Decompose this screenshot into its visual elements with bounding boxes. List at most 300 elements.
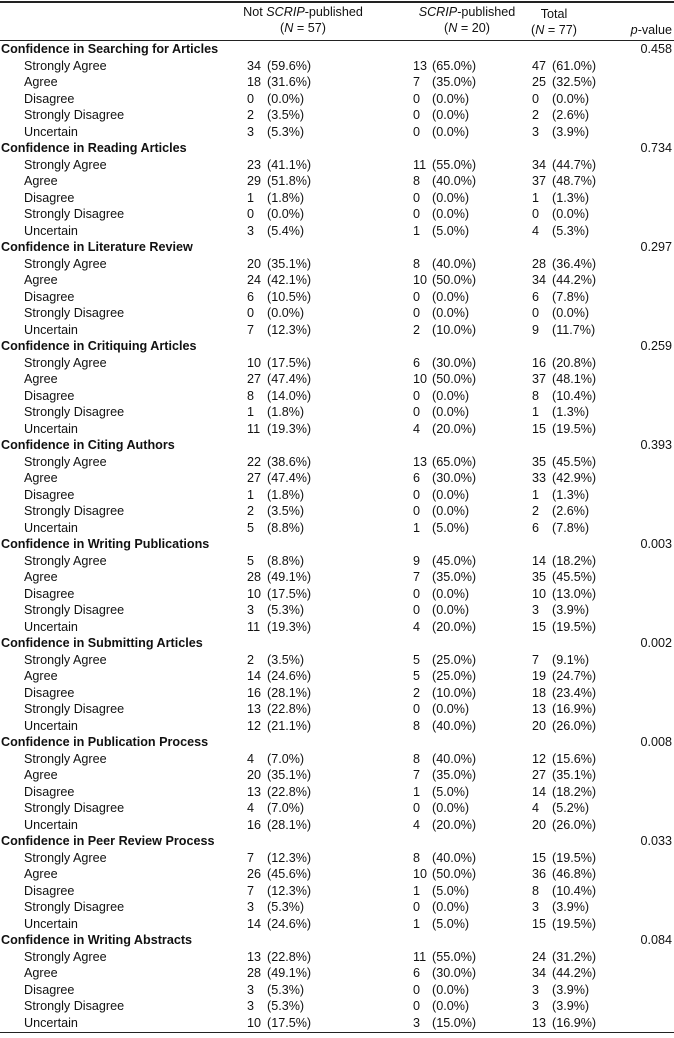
count-scrip: 8 — [413, 256, 421, 271]
count-total: 15 — [532, 421, 547, 436]
count-not-scrip: 34 — [247, 58, 262, 73]
pct-total: (44.2%) — [552, 273, 597, 287]
count-not-scrip: 4 — [247, 751, 255, 766]
row-label: Strongly Agree — [24, 157, 107, 172]
row-label: Strongly Agree — [24, 256, 107, 271]
pct-not-scrip: (28.1%) — [267, 817, 312, 832]
pct-total: (3.9%) — [552, 124, 590, 139]
count-total: 47 — [532, 58, 547, 73]
count-not-scrip: 24 — [247, 273, 262, 287]
count-not-scrip: 0 — [247, 207, 255, 221]
row-label: Strongly Disagree — [24, 702, 125, 716]
count-not-scrip: 11 — [247, 421, 261, 436]
section-title: Confidence in Peer Review Process — [1, 834, 215, 848]
pct-scrip: (5.0%) — [432, 916, 470, 931]
row-label: Agree — [24, 372, 58, 386]
pct-scrip: (0.0%) — [432, 289, 470, 304]
pct-scrip: (0.0%) — [432, 999, 470, 1013]
pct-scrip: (0.0%) — [432, 306, 470, 320]
count-scrip: 5 — [413, 669, 421, 683]
pct-total: (5.3%) — [552, 223, 590, 238]
section-title: Confidence in Critiquing Articles — [1, 339, 197, 353]
pct-scrip: (20.0%) — [432, 817, 477, 832]
pct-scrip: (0.0%) — [432, 91, 470, 106]
pct-total: (44.7%) — [552, 157, 597, 172]
header-text: Not — [243, 5, 267, 19]
count-not-scrip: 3 — [247, 982, 255, 997]
pct-scrip: (0.0%) — [432, 487, 470, 502]
count-not-scrip: 23 — [247, 157, 262, 172]
pct-total: (16.9%) — [552, 1015, 597, 1030]
row-label: Strongly Agree — [24, 751, 107, 766]
count-not-scrip: 2 — [247, 504, 255, 518]
row-label: Strongly Disagree — [24, 900, 125, 914]
count-not-scrip: 0 — [247, 306, 255, 320]
pct-total: (13.0%) — [552, 586, 597, 601]
pct-total: (3.9%) — [552, 603, 590, 617]
count-total: 35 — [532, 454, 547, 469]
pct-not-scrip: (42.1%) — [267, 273, 312, 287]
p-value: 0.734 — [640, 141, 672, 155]
row-label: Strongly Disagree — [24, 306, 125, 320]
pct-total: (0.0%) — [552, 306, 590, 320]
pct-not-scrip: (8.8%) — [267, 553, 305, 568]
pct-scrip: (65.0%) — [432, 58, 477, 73]
pct-scrip: (40.0%) — [432, 256, 477, 271]
count-not-scrip: 16 — [247, 685, 262, 700]
pct-total: (10.4%) — [552, 883, 597, 898]
row-label: Disagree — [24, 784, 75, 799]
count-total: 24 — [532, 949, 547, 964]
pct-scrip: (25.0%) — [432, 652, 477, 667]
pct-scrip: (35.0%) — [432, 75, 477, 89]
row-label: Disagree — [24, 883, 75, 898]
pct-total: (19.5%) — [552, 916, 597, 931]
count-total: 25 — [532, 75, 547, 89]
row-label: Agree — [24, 273, 58, 287]
pct-scrip: (40.0%) — [432, 174, 477, 188]
count-scrip: 0 — [413, 91, 421, 106]
count-scrip: 8 — [413, 174, 421, 188]
pct-total: (19.5%) — [552, 421, 597, 436]
pct-scrip: (10.0%) — [432, 322, 477, 337]
pct-scrip: (50.0%) — [432, 273, 477, 287]
count-total: 34 — [532, 273, 547, 287]
count-scrip: 0 — [413, 405, 421, 419]
section-title: Confidence in Reading Articles — [1, 141, 187, 155]
pct-scrip: (0.0%) — [432, 504, 470, 518]
row-label: Agree — [24, 669, 58, 683]
count-total: 35 — [532, 570, 547, 584]
pct-not-scrip: (7.0%) — [267, 801, 305, 815]
pct-total: (26.0%) — [552, 718, 597, 733]
section-title: Confidence in Literature Review — [1, 240, 193, 254]
pct-scrip: (50.0%) — [432, 867, 477, 881]
pct-total: (42.9%) — [552, 471, 597, 485]
row-label: Disagree — [24, 586, 75, 601]
row-label: Strongly Agree — [24, 58, 107, 73]
pct-total: (32.5%) — [552, 75, 597, 89]
pct-not-scrip: (3.5%) — [267, 108, 305, 122]
pct-total: (35.1%) — [552, 768, 597, 782]
count-total: 3 — [532, 999, 540, 1013]
pct-not-scrip: (24.6%) — [267, 916, 312, 931]
pct-total: (0.0%) — [552, 207, 590, 221]
pct-scrip: (0.0%) — [432, 603, 470, 617]
count-total: 13 — [532, 702, 547, 716]
count-total: 15 — [532, 619, 547, 634]
count-scrip: 0 — [413, 108, 421, 122]
count-not-scrip: 22 — [247, 454, 262, 469]
count-not-scrip: 2 — [247, 108, 255, 122]
row-label: Strongly Disagree — [24, 504, 125, 518]
pct-not-scrip: (5.3%) — [267, 982, 305, 997]
pct-total: (61.0%) — [552, 58, 597, 73]
pct-not-scrip: (7.0%) — [267, 751, 305, 766]
pct-not-scrip: (35.1%) — [267, 256, 312, 271]
count-not-scrip: 13 — [247, 784, 262, 799]
count-scrip: 8 — [413, 751, 421, 766]
count-not-scrip: 26 — [247, 867, 262, 881]
count-total: 13 — [532, 1015, 547, 1030]
pct-scrip: (0.0%) — [432, 124, 470, 139]
pct-total: (46.8%) — [552, 867, 597, 881]
count-total: 1 — [532, 405, 540, 419]
count-total: 36 — [532, 867, 547, 881]
count-not-scrip: 12 — [247, 718, 262, 733]
count-not-scrip: 10 — [247, 1015, 262, 1030]
count-scrip: 5 — [413, 652, 421, 667]
pct-not-scrip: (12.3%) — [267, 850, 312, 865]
pct-scrip: (0.0%) — [432, 405, 470, 419]
pct-not-scrip: (0.0%) — [267, 306, 305, 320]
pct-not-scrip: (51.8%) — [267, 174, 312, 188]
row-label: Strongly Agree — [24, 949, 107, 964]
count-total: 4 — [532, 223, 540, 238]
pct-not-scrip: (17.5%) — [267, 1015, 312, 1030]
p-value: 0.297 — [640, 240, 672, 254]
count-not-scrip: 18 — [247, 75, 262, 89]
count-scrip: 7 — [413, 75, 421, 89]
pct-not-scrip: (1.8%) — [267, 487, 305, 502]
header-text: SCRIP — [266, 5, 305, 19]
row-label: Disagree — [24, 685, 75, 700]
count-total: 28 — [532, 256, 547, 271]
count-not-scrip: 0 — [247, 91, 255, 106]
count-scrip: 11 — [413, 949, 427, 964]
pct-not-scrip: (5.3%) — [267, 603, 305, 617]
count-not-scrip: 27 — [247, 471, 262, 485]
top-rule — [0, 1, 674, 3]
pct-total: (24.7%) — [552, 669, 597, 683]
count-scrip: 6 — [413, 355, 421, 370]
pct-scrip: (25.0%) — [432, 669, 477, 683]
pct-not-scrip: (38.6%) — [267, 454, 312, 469]
header-text: -value — [637, 23, 672, 37]
pct-scrip: (40.0%) — [432, 718, 477, 733]
pct-total: (1.3%) — [552, 405, 590, 419]
row-label: Disagree — [24, 91, 75, 106]
count-total: 33 — [532, 471, 547, 485]
count-not-scrip: 16 — [247, 817, 262, 832]
count-scrip: 1 — [413, 223, 421, 238]
count-not-scrip: 27 — [247, 372, 262, 386]
section-title: Confidence in Searching for Articles — [1, 42, 219, 56]
row-label: Uncertain — [24, 817, 78, 832]
pct-total: (2.6%) — [552, 504, 590, 518]
row-label: Strongly Agree — [24, 454, 107, 469]
pct-scrip: (5.0%) — [432, 223, 470, 238]
count-not-scrip: 10 — [247, 355, 262, 370]
count-total: 0 — [532, 91, 540, 106]
count-not-scrip: 20 — [247, 256, 262, 271]
row-label: Strongly Disagree — [24, 207, 125, 221]
row-label: Agree — [24, 570, 58, 584]
pct-not-scrip: (3.5%) — [267, 504, 305, 518]
pct-not-scrip: (22.8%) — [267, 702, 312, 716]
pct-scrip: (20.0%) — [432, 421, 477, 436]
pct-not-scrip: (41.1%) — [267, 157, 312, 172]
pct-not-scrip: (5.4%) — [267, 223, 305, 238]
bottom-rule — [0, 1032, 674, 1033]
p-value: 0.002 — [640, 636, 672, 650]
count-not-scrip: 3 — [247, 603, 255, 617]
row-label: Agree — [24, 768, 58, 782]
count-not-scrip: 5 — [247, 553, 255, 568]
pct-total: (16.9%) — [552, 702, 597, 716]
pct-total: (1.3%) — [552, 190, 590, 205]
count-total: 34 — [532, 966, 547, 980]
pct-scrip: (5.0%) — [432, 883, 470, 898]
pct-total: (19.5%) — [552, 850, 597, 865]
pct-total: (5.2%) — [552, 801, 590, 815]
count-scrip: 0 — [413, 306, 421, 320]
p-value: 0.003 — [640, 537, 672, 551]
pct-scrip: (50.0%) — [432, 372, 477, 386]
pct-not-scrip: (59.6%) — [267, 58, 312, 73]
pct-not-scrip: (8.8%) — [267, 520, 305, 535]
pct-not-scrip: (24.6%) — [267, 669, 312, 683]
count-total: 18 — [532, 685, 547, 700]
row-label: Strongly Agree — [24, 850, 107, 865]
count-scrip: 0 — [413, 900, 421, 914]
count-total: 27 — [532, 768, 547, 782]
row-label: Disagree — [24, 190, 75, 205]
count-not-scrip: 28 — [247, 966, 262, 980]
count-not-scrip: 28 — [247, 570, 262, 584]
pct-not-scrip: (19.3%) — [267, 421, 312, 436]
p-value: 0.458 — [640, 42, 672, 56]
pct-total: (45.5%) — [552, 454, 597, 469]
header-text: SCRIP — [418, 5, 458, 19]
count-scrip: 0 — [413, 801, 421, 815]
section-title: Confidence in Writing Publications — [1, 537, 210, 551]
pct-not-scrip: (19.3%) — [267, 619, 312, 634]
count-scrip: 0 — [413, 603, 421, 617]
count-scrip: 0 — [413, 190, 421, 205]
pct-total: (18.2%) — [552, 553, 597, 568]
count-scrip: 0 — [413, 207, 421, 221]
count-not-scrip: 5 — [247, 520, 255, 535]
pct-scrip: (35.0%) — [432, 570, 477, 584]
pct-total: (23.4%) — [552, 685, 597, 700]
pct-scrip: (15.0%) — [432, 1015, 477, 1030]
pct-total: (7.8%) — [552, 289, 590, 304]
pct-not-scrip: (31.6%) — [267, 75, 312, 89]
section-title: Confidence in Citing Authors — [1, 438, 175, 452]
count-scrip: 1 — [413, 883, 421, 898]
count-total: 10 — [532, 586, 547, 601]
header-text: -published — [457, 5, 516, 19]
row-label: Strongly Disagree — [24, 999, 125, 1013]
count-not-scrip: 3 — [247, 124, 255, 139]
count-total: 15 — [532, 850, 547, 865]
count-scrip: 2 — [413, 685, 421, 700]
pct-not-scrip: (1.8%) — [267, 405, 305, 419]
pct-scrip: (0.0%) — [432, 982, 470, 997]
count-total: 3 — [532, 603, 540, 617]
row-label: Strongly Disagree — [24, 108, 125, 122]
count-scrip: 3 — [413, 1015, 421, 1030]
row-label: Uncertain — [24, 223, 78, 238]
pct-scrip: (0.0%) — [432, 207, 470, 221]
count-total: 0 — [532, 207, 540, 221]
count-total: 14 — [532, 553, 547, 568]
pct-scrip: (0.0%) — [432, 702, 470, 716]
count-not-scrip: 8 — [247, 388, 255, 403]
count-not-scrip: 7 — [247, 850, 255, 865]
count-total: 0 — [532, 306, 540, 320]
pct-total: (44.2%) — [552, 966, 597, 980]
pct-scrip: (0.0%) — [432, 900, 470, 914]
pct-scrip: (0.0%) — [432, 586, 470, 601]
row-label: Uncertain — [24, 124, 78, 139]
header-text: 20 — [471, 21, 486, 35]
pct-not-scrip: (5.3%) — [267, 900, 305, 914]
row-label: Uncertain — [24, 1015, 78, 1030]
pct-total: (18.2%) — [552, 784, 597, 799]
pct-not-scrip: (12.3%) — [267, 883, 312, 898]
count-total: 37 — [532, 372, 547, 386]
count-not-scrip: 13 — [247, 949, 262, 964]
count-total: 2 — [532, 504, 540, 518]
count-scrip: 7 — [413, 768, 421, 782]
pct-total: (36.4%) — [552, 256, 597, 271]
count-not-scrip: 3 — [247, 900, 255, 914]
header-text: 57 — [307, 21, 322, 35]
count-not-scrip: 7 — [247, 322, 255, 337]
pct-total: (48.7%) — [552, 174, 597, 188]
row-label: Uncertain — [24, 520, 78, 535]
header-text: N — [448, 21, 458, 35]
count-total: 16 — [532, 355, 547, 370]
count-total: 7 — [532, 652, 540, 667]
count-scrip: 13 — [413, 454, 428, 469]
count-scrip: 10 — [413, 867, 428, 881]
row-label: Strongly Disagree — [24, 801, 125, 815]
count-scrip: 1 — [413, 916, 421, 931]
pct-scrip: (20.0%) — [432, 619, 477, 634]
count-scrip: 0 — [413, 982, 421, 997]
count-scrip: 0 — [413, 504, 421, 518]
count-total: 3 — [532, 124, 540, 139]
count-not-scrip: 29 — [247, 174, 262, 188]
count-total: 1 — [532, 190, 540, 205]
pct-total: (19.5%) — [552, 619, 597, 634]
pct-scrip: (55.0%) — [432, 949, 477, 964]
count-not-scrip: 4 — [247, 801, 255, 815]
pct-not-scrip: (47.4%) — [267, 372, 312, 386]
p-value: 0.259 — [640, 339, 672, 353]
pct-total: (31.2%) — [552, 949, 597, 964]
row-label: Uncertain — [24, 421, 78, 436]
count-not-scrip: 11 — [247, 619, 261, 634]
count-total: 37 — [532, 174, 547, 188]
header-text: N — [535, 23, 545, 37]
row-label: Strongly Disagree — [24, 603, 125, 617]
header-scrip: SCRIP-published (N = 20) — [418, 5, 516, 35]
header-total: Total (N = 77) — [531, 7, 577, 37]
pct-scrip: (0.0%) — [432, 108, 470, 122]
pct-scrip: (30.0%) — [432, 355, 477, 370]
pct-scrip: (45.0%) — [432, 553, 477, 568]
header-text: 77 — [558, 23, 573, 37]
count-scrip: 1 — [413, 784, 421, 799]
count-total: 20 — [532, 817, 547, 832]
section-title: Confidence in Submitting Articles — [1, 636, 203, 650]
pct-total: (45.5%) — [552, 570, 597, 584]
count-not-scrip: 14 — [247, 669, 262, 683]
count-scrip: 0 — [413, 289, 421, 304]
row-label: Disagree — [24, 388, 75, 403]
count-scrip: 10 — [413, 273, 428, 287]
pct-not-scrip: (22.8%) — [267, 949, 312, 964]
pct-scrip: (5.0%) — [432, 784, 470, 799]
p-value: 0.084 — [640, 933, 672, 947]
p-value: 0.393 — [640, 438, 672, 452]
count-not-scrip: 3 — [247, 223, 255, 238]
header-not-scrip: Not SCRIP-published (N = 57) — [243, 5, 363, 35]
p-value: 0.008 — [640, 735, 672, 749]
count-total: 34 — [532, 157, 547, 172]
pct-total: (15.6%) — [552, 751, 597, 766]
count-not-scrip: 3 — [247, 999, 255, 1013]
count-total: 19 — [532, 669, 547, 683]
pct-scrip: (10.0%) — [432, 685, 477, 700]
pct-total: (9.1%) — [552, 652, 590, 667]
count-scrip: 2 — [413, 322, 421, 337]
pct-not-scrip: (17.5%) — [267, 586, 312, 601]
count-scrip: 4 — [413, 619, 421, 634]
pct-not-scrip: (0.0%) — [267, 91, 305, 106]
pct-not-scrip: (5.3%) — [267, 124, 305, 139]
count-total: 8 — [532, 388, 540, 403]
pct-scrip: (35.0%) — [432, 768, 477, 782]
pct-not-scrip: (21.1%) — [267, 718, 312, 733]
count-not-scrip: 1 — [247, 190, 255, 205]
count-total: 1 — [532, 487, 540, 502]
count-total: 2 — [532, 108, 540, 122]
count-total: 15 — [532, 916, 547, 931]
header-text: N — [284, 21, 294, 35]
count-scrip: 13 — [413, 58, 428, 73]
count-total: 9 — [532, 322, 540, 337]
count-total: 20 — [532, 718, 547, 733]
row-label: Disagree — [24, 289, 75, 304]
header-p-value — [631, 22, 672, 38]
pct-scrip: (65.0%) — [432, 454, 477, 469]
count-not-scrip: 6 — [247, 289, 255, 304]
